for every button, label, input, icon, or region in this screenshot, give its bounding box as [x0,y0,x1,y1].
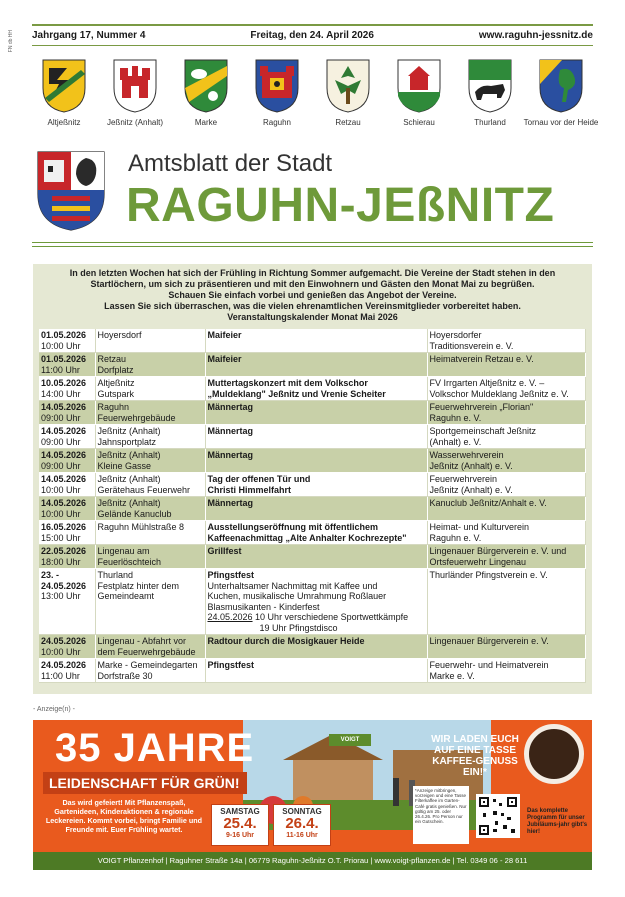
event-organizer: Kanuclub Jeßnitz/Anhalt e. V. [429,498,547,508]
event-date: 14.05.2026 [41,450,87,460]
marke-crest-icon [183,58,229,114]
event-description: 19 Uhr Pfingstdisco [259,622,338,633]
district-crests [30,58,599,136]
event-intro [39,268,586,323]
margin-code: FN db HH [8,30,14,53]
event-time: 11:00 Uhr [41,364,80,375]
event-date: 24.05.2026 [41,580,87,591]
event-organizer: Jeßnitz (Anhalt) e. V. [429,460,513,471]
crest-label: Altjeßnitz [47,118,81,127]
event-organizer: Traditionsverein e. V. [429,340,514,351]
event-title: Männertag [207,402,254,412]
event-row [39,659,586,683]
event-title: Radtour durch die Mosigkauer Heide [207,636,365,646]
event-date: 23. - [41,570,60,580]
event-place: Kleine Gasse [97,460,152,471]
date-sunday [273,804,331,846]
coffee-cup-icon [524,724,584,784]
event-place: Jahnsportplatz [97,436,157,447]
event-date: 16.05.2026 [41,522,87,532]
hours-label: 9-16 Uhr [225,832,254,839]
event-place: Dorfplatz [97,364,134,375]
masthead-divider [32,242,593,243]
event-row [39,401,586,425]
event-date: 01.05.2026 [41,330,87,340]
crest-label: Jeßnitz (Anhalt) [106,118,164,127]
issue-number: Jahrgang 17, Nummer 4 [32,30,146,41]
crest-label: Retzau [335,118,361,127]
event-title: Männertag [207,450,254,460]
coupon-small-print: *Anzeige mitbringen, vorzeigen und eine Tasse Filterkaffee im Garten-Café gratis genießen. Nur gültig am 25. oder 26.4.26. Pro Person nur ein Gutschein. [413,786,469,844]
crest-raguhn [243,58,311,136]
event-organizer: Jeßnitz (Anhalt) e. V. [429,484,513,495]
event-organizer: Lingenauer Bürgerverein e. V. und [429,546,567,556]
event-place: Raguhn Mühlstraße 8 [97,522,185,532]
event-subdate: 24.05.2026 [207,612,253,622]
retzau-crest-icon [325,58,371,114]
event-organizer: Ortsfeuerwehr Lingenau [429,556,527,567]
hours-label: 11-16 Uhr [286,832,318,839]
event-date: 01.05.2026 [41,354,87,364]
event-table [39,329,586,683]
event-row [39,377,586,401]
event-date: 10.05.2026 [41,378,87,388]
event-organizer: Volkschor Muldeklang Jeßnitz e. V. [429,388,569,399]
event-place: Gutspark [97,388,135,399]
event-organizer: Feuerwehrverein „Florian" [429,402,534,412]
voigt-advertisement[interactable] [33,720,592,870]
event-title: Männertag [207,426,254,436]
event-place: Gemeindeamt [97,591,155,601]
store-sign: VOIGT [329,734,371,746]
crest-retzau [314,58,382,136]
issue-date: Freitag, den 24. April 2026 [250,30,374,41]
intro-line: Lassen Sie sich überraschen, was die vielen ehrenamtlichen Vereinsmitglieder vorbereitet haben. [104,301,521,311]
event-title: Christi Himmelfahrt [207,484,292,495]
event-title: Pfingstfest [207,570,255,580]
event-organizer: Raguhn e. V. [429,532,482,543]
qr-code-icon[interactable] [476,794,520,838]
event-place: Lingenau am [97,546,150,556]
event-title: Kaffeenachmittag „Alte Anhalter Kochrezepte" [207,532,407,543]
crest-altjessnitz [30,58,98,136]
event-row [39,425,586,449]
crest-jessnitz [101,58,169,136]
event-place: Retzau [97,354,127,364]
crest-tornau [523,58,599,136]
event-description-rest: 10 Uhr verschiedene Sportwettkämpfe [252,612,409,622]
event-place: Jeßnitz (Anhalt) [97,450,161,460]
event-description: Unterhaltsamer Nachmittag mit Kaffee und [207,580,378,591]
tornau-crest-icon [538,58,584,114]
event-organizer: Lingenauer Bürgerverein e. V. [429,636,549,646]
event-place: Raguhn [97,402,130,412]
event-organizer: Feuerwehrverein [429,474,498,484]
event-organizer: Marke e. V. [429,670,475,681]
crest-label: Raguhn [262,118,292,127]
masthead [32,146,593,248]
event-place: Dorfstraße 30 [97,670,153,681]
event-place: Jeßnitz (Anhalt) [97,474,161,484]
crest-label: Schierau [403,118,435,127]
event-title: Männertag [207,498,254,508]
event-title: Maifeier [207,330,242,340]
event-place: Lingenau - Abfahrt vor [97,636,187,646]
weekday-label: SONNTAG [282,807,322,816]
event-row [39,521,586,545]
event-time: 15:00 Uhr [41,532,81,543]
intro-line: Startlöchern, um sich zu präsentieren und mit den Einwohnern und Gästen den Monat Mai zu begrüßen. [90,279,535,289]
date-saturday [211,804,269,846]
ad-slogan: LEIDENSCHAFT FÜR GRÜN! [43,772,247,794]
event-place: Altjeßnitz [97,378,135,388]
altjessnitz-crest-icon [41,58,87,114]
anniversary-headline: 35 JAHRE [55,726,255,770]
event-description: Kuchen, musikalische Umrahmung Roßlauer [207,591,387,601]
event-time: 10:00 Uhr [41,340,81,351]
event-title: Muttertagskonzert mit dem Volkschor [207,378,368,388]
thurland-crest-icon [467,58,513,114]
event-time: 10:00 Uhr [41,646,81,657]
schierau-crest-icon [396,58,442,114]
event-organizer: Wasserwehrverein [429,450,504,460]
masthead-subtitle: Amtsblatt der Stadt [128,150,333,177]
calendar-heading: Veranstaltungskalender Monat Mai 2026 [227,312,398,322]
crest-thurland [456,58,524,136]
event-row [39,329,586,353]
program-note: Das komplette Programm für unser Jubiläums-jahr gibt's hier! [527,808,588,835]
event-place: Gerätehaus Feuerwehr [97,484,191,495]
event-place: Thurland [97,570,134,580]
date-label: 26.4. [285,815,319,832]
event-place: Feuerlöschteich [97,556,162,567]
event-organizer: Heimat- und Kulturverein [429,522,530,532]
event-calendar [33,264,592,694]
issue-header [32,24,593,46]
event-place: Marke - Gemeindegarten [97,660,198,670]
weekday-label: SAMSTAG [220,807,260,816]
event-place: Jeßnitz (Anhalt) [97,498,161,508]
coffee-invite: WIR LADEN EUCH AUF EINE TASSE KAFFEE-GENUSS EIN!* [431,734,519,778]
event-title: „Muldeklang" Jeßnitz und Vrenie Scheiter [207,388,386,399]
intro-line: In den letzten Wochen hat sich der Frühling in Richtung Sommer aufgemacht. Die Vereine der Stadt stehen in den [69,268,556,278]
date-label: 25.4. [223,815,257,832]
raguhn-jessnitz-crest-icon [36,150,106,232]
ad-description: Das wird gefeiert! Mit Pflanzenspaß, Gartenideen, Kinderaktionen & regionale Leckereien. Kommt vorbei, bringt Familie und Freunde mit. Euer Frühling wartet. [45,798,203,834]
crest-label: Thurland [474,118,506,127]
event-date: 24.05.2026 [41,636,87,646]
event-time: 09:00 Uhr [41,412,81,423]
qr-pattern-icon [479,797,517,835]
event-place: Festplatz hinter dem [97,580,180,591]
event-row-pfingstfest [39,569,586,635]
event-row [39,473,586,497]
crest-marke [172,58,240,136]
event-organizer: (Anhalt) e. V. [429,436,482,447]
crest-label: Marke [194,118,218,127]
event-row [39,353,586,377]
event-title: Grillfest [207,546,242,556]
event-row [39,449,586,473]
intro-line: Schauen Sie einfach vorbei und genießen das Angebot der Vereine. [168,290,457,300]
website-link[interactable]: www.raguhn-jessnitz.de [478,30,593,41]
event-date: 22.05.2026 [41,546,87,556]
event-time: 11:00 Uhr [41,670,80,681]
event-organizer: Thurländer Pfingstverein e. V. [429,570,548,580]
event-time: 09:00 Uhr [41,460,81,471]
event-time: 10:00 Uhr [41,484,81,495]
event-row [39,545,586,569]
event-organizer: FV Irrgarten Altjeßnitz e. V. – [429,378,545,388]
crest-schierau [385,58,453,136]
event-title: Pfingstfest [207,660,255,670]
event-place: Feuerwehrgebäude [97,412,176,423]
masthead-divider [32,246,593,247]
event-organizer: Raguhn e. V. [429,412,482,423]
event-place: Hoyersdorf [97,330,142,340]
event-organizer: Feuerwehr- und Heimatverein [429,660,549,670]
event-description [208,612,425,623]
ad-footer: VOIGT Pflanzenhof | Raguhner Straße 14a | 06779 Raguhn-Jeßnitz O.T. Priorau | www.voigt-pflanzen.de | Tel. 0349 06 - 28 611 [33,852,592,870]
event-place: Jeßnitz (Anhalt) [97,426,161,436]
masthead-title: RAGUHN-JEßNITZ [126,179,555,232]
event-date: 24.05.2026 [41,660,87,670]
crest-label: Tornau vor der Heide [523,118,599,127]
event-row [39,635,586,659]
event-time: 09:00 Uhr [41,436,81,447]
event-organizer: Heimatverein Retzau e. V. [429,354,534,364]
event-place: dem Feuerwehrgebäude [97,646,196,657]
event-organizer: Hoyersdorfer [429,330,482,340]
event-row [39,497,586,521]
event-time: 18:00 Uhr [41,556,81,567]
event-title: Ausstellungseröffnung mit öffentlichem [207,522,379,532]
ad-label: - Anzeige(n) - [33,706,76,713]
event-date: 14.05.2026 [41,474,87,484]
event-time: 14:00 Uhr [41,388,81,399]
event-title: Tag der offenen Tür und [207,474,311,484]
jessnitz-crest-icon [112,58,158,114]
event-date: 14.05.2026 [41,426,87,436]
event-time: 13:00 Uhr [41,591,81,601]
event-place: Gelände Kanuclub [97,508,172,519]
raguhn-crest-icon [254,58,300,114]
event-description: Blasmusikanten - Kinderfest [207,601,320,612]
event-title: Maifeier [207,354,242,364]
event-date: 14.05.2026 [41,402,87,412]
event-time: 10:00 Uhr [41,508,81,519]
event-date: 14.05.2026 [41,498,87,508]
event-organizer: Sportgemeinschaft Jeßnitz [429,426,537,436]
